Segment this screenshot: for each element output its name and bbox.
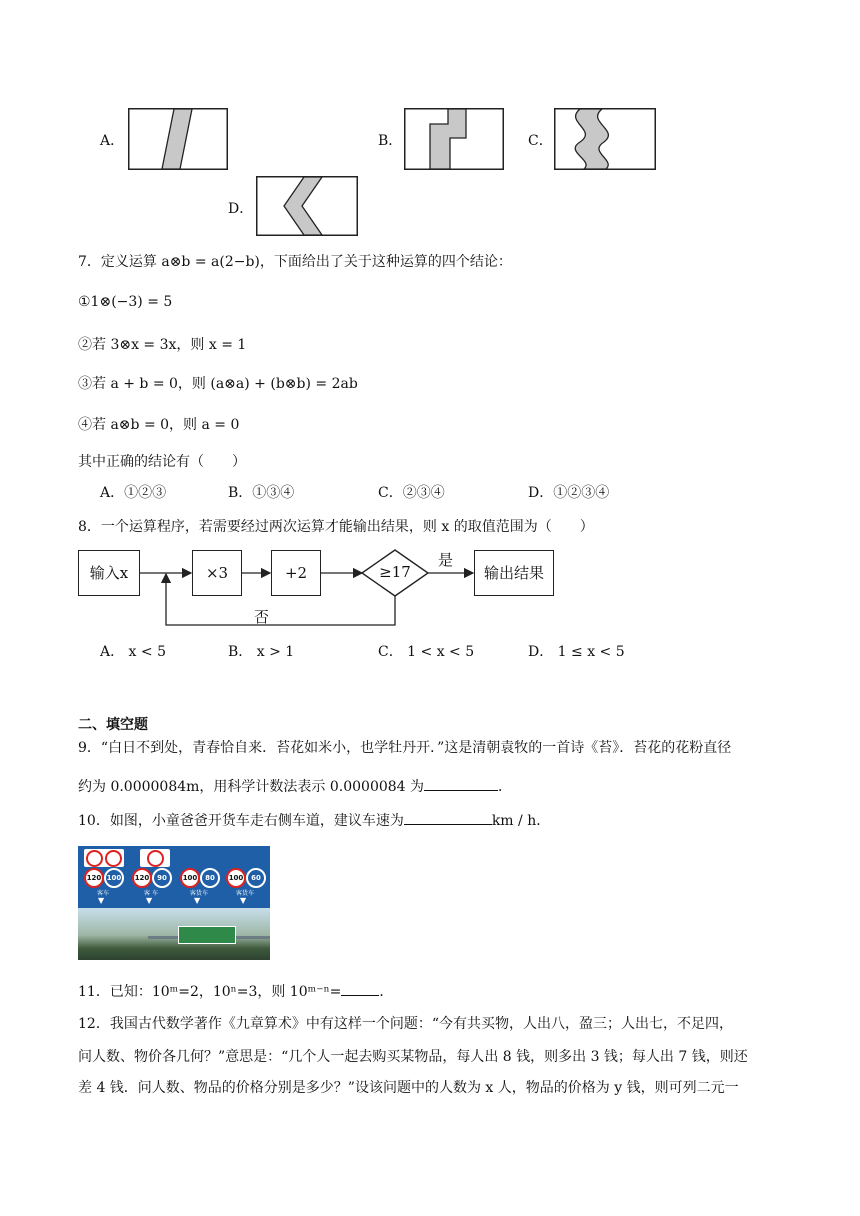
lane-vehicle-label: 客车 — [96, 890, 109, 897]
q9-answer-blank[interactable] — [424, 776, 498, 791]
q8-stem: 8．一个运算程序，若需要经过两次运算才能输出结果，则 x 的取值范围为（ ） — [78, 519, 594, 535]
speed-limit-min: 60 — [246, 868, 266, 888]
q7-option-a: A．①②③ — [100, 485, 167, 501]
lane-sign-4 — [224, 866, 268, 906]
q9-line-2 — [78, 776, 512, 797]
no-truck-icon — [86, 850, 103, 867]
q8-option-c: C． 1 < x < 5 — [378, 644, 475, 660]
green-direction-sign — [178, 926, 236, 944]
q7-option-c: C．②③④ — [378, 485, 445, 501]
q6-figure-a — [128, 108, 228, 170]
flow-input-label: 输入x — [89, 564, 129, 582]
q11-text — [78, 981, 393, 1002]
arrow-down-icon: ▼ — [146, 896, 153, 905]
q10-highway-sign-photo — [78, 846, 270, 960]
q9-line-1: 9．“白日不到处，青春恰自来．苔花如米小，也学牡丹开．”这是清朝袁牧的一首诗《苔》．苔花的花粉直径 — [78, 740, 732, 756]
speed-limit-min: 100 — [104, 868, 124, 888]
q6-option-a-label: A． — [100, 133, 125, 149]
q7-stem: 7．定义运算 a⊗b = a(2−b)，下面给出了关于这种运算的四个结论： — [78, 254, 512, 270]
q6-figure-b — [404, 108, 504, 170]
flow-output-box — [474, 550, 554, 596]
lane-sign-3 — [178, 866, 222, 906]
q12-line-3: 差 4 钱．问人数、物品的价格分别是多少？”设该问题中的人数为 x 人，物品的价格为 y 钱，则可列二元一 — [78, 1080, 739, 1096]
flow-multiply-label: ×3 — [205, 564, 229, 582]
speed-limit-max: 120 — [132, 868, 152, 888]
sign-top-panel-1 — [84, 849, 124, 867]
q11-end: ． — [379, 984, 394, 1000]
q8-option-a: A． x < 5 — [100, 644, 166, 660]
speed-limit-max: 100 — [180, 868, 200, 888]
q9-line-2-end: ． — [498, 779, 513, 795]
q7-conclusion-1: ①1⊗(−3) = 5 — [78, 294, 173, 310]
q7-conclusion-2: ②若 3⊗x = 3x，则 x = 1 — [78, 337, 247, 353]
speed-limit-min: 80 — [200, 868, 220, 888]
q12-line-1: 12．我国古代数学著作《九章算术》中有这样一个问题：“今有共买物，人出八，盈三；人出七，不足四， — [78, 1016, 733, 1032]
flow-condition-label: ≥17 — [379, 563, 411, 581]
q8-option-b: B． x > 1 — [228, 644, 295, 660]
speed-limit-max: 120 — [84, 868, 104, 888]
arrow-down-icon: ▼ — [194, 896, 201, 905]
q7-option-b: B．①③④ — [228, 485, 295, 501]
speed-limit-max: 100 — [226, 868, 246, 888]
flow-output-label: 输出结果 — [483, 564, 544, 582]
q6-figure-c — [554, 108, 656, 170]
q6-option-c-label: C． — [528, 133, 553, 149]
flow-input-box — [78, 550, 140, 596]
lane-vehicle-label: 客货车 — [189, 890, 208, 897]
q10-answer-blank[interactable] — [404, 810, 492, 825]
speed-limit-min: 90 — [152, 868, 172, 888]
lane-vehicle-label: 客 车 — [144, 890, 158, 897]
no-car-icon — [105, 850, 122, 867]
q10-unit: km / h． — [491, 813, 551, 829]
flow-add-box — [271, 550, 321, 596]
q7-conclusion-4: ④若 a⊗b = 0，则 a = 0 — [78, 417, 240, 433]
lane-vehicle-label: 客货车 — [235, 890, 254, 897]
q8-option-d: D． 1 ≤ x < 5 — [528, 644, 625, 660]
no-truck-icon — [147, 850, 164, 867]
q6-figure-d — [256, 176, 358, 236]
lane-sign-2 — [130, 866, 174, 906]
sign-top-panel-2 — [140, 849, 170, 867]
q10-text — [78, 810, 550, 831]
q7-ask: 其中正确的结论有（ ） — [78, 454, 246, 470]
q10-text-body: 10．如图，小童爸爸开货车走右侧车道，建议车速为 — [78, 813, 404, 829]
section-title-fill-in: 二、填空题 — [78, 717, 148, 733]
q11-answer-blank[interactable] — [341, 981, 379, 996]
flow-multiply-box — [192, 550, 242, 596]
q12-line-2: 问人数、物价各几何？”意思是：“几个人一起去购买某物品，每人出 8 钱，则多出 3 钱；每人出 7 钱，则还 — [78, 1049, 748, 1065]
arrow-down-icon: ▼ — [98, 896, 105, 905]
q7-option-d: D．①②③④ — [528, 485, 610, 501]
q6-option-d-label: D． — [228, 201, 254, 217]
lane-sign-1 — [82, 866, 126, 906]
q7-conclusion-3: ③若 a + b = 0，则 (a⊗a) + (b⊗b) = 2ab — [78, 376, 358, 392]
flow-add-label: +2 — [284, 564, 308, 582]
flow-no-label: 否 — [254, 608, 270, 626]
arrow-down-icon: ▼ — [240, 896, 247, 905]
q11-text-body: 11．已知：10ᵐ=2，10ⁿ=3，则 10ᵐ⁻ⁿ= — [78, 984, 342, 1000]
flow-yes-label: 是 — [438, 551, 454, 569]
q6-option-b-label: B． — [378, 133, 403, 149]
q9-line-2-text: 约为 0.0000084m，用科学计数法表示 0.0000084 为 — [78, 779, 425, 795]
